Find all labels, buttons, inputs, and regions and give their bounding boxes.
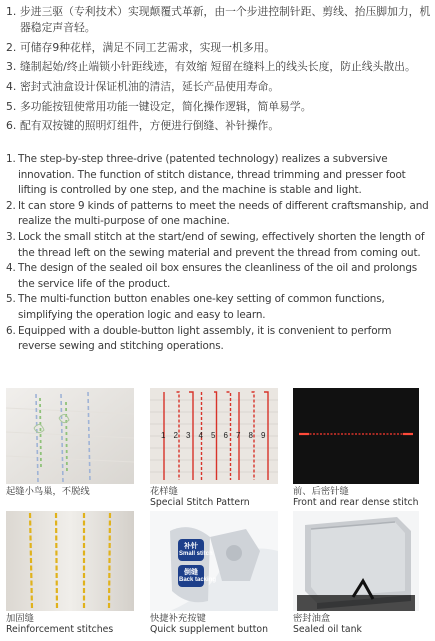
feature-en-item-2 [6, 199, 431, 230]
pattern-number: 5 [211, 431, 216, 440]
item-text: 可储存9种花样，满足不同工艺需求，实现一机多用。 [20, 40, 276, 54]
caption-bird-nest [6, 486, 90, 497]
caption-quick-button [150, 613, 268, 635]
pattern-number: 9 [261, 431, 266, 440]
label-small-stitch-en: Small stitch [179, 551, 213, 557]
label-back-tacking-en: Back tacking [179, 577, 217, 583]
tile-stitch-pattern [150, 388, 278, 508]
pattern-number: 6 [223, 431, 228, 440]
item-text: The step-by-step three-drive (patented technology) realizes a subversive innovation. The function of stitch distance, thread trimming and presser foot lifting is controlled by one step, and the machine is stable and light. [18, 153, 406, 197]
item-text: 配有双按键的照明灯组件，方便进行倒缝、补针操作。 [20, 119, 280, 133]
pattern-number: 8 [248, 431, 253, 440]
item-number: 6. [6, 324, 16, 337]
item-number: 4. [6, 79, 17, 93]
tile-quick-button [150, 511, 280, 639]
tile-dense-stitch [293, 388, 431, 508]
feature-en-item-3 [6, 230, 431, 261]
photo-quick-button [150, 511, 278, 611]
item-number: 2. [6, 199, 16, 212]
item-number: 3. [6, 60, 17, 74]
pattern-number: 4 [198, 431, 203, 440]
caption-en: Quick supplement button [150, 624, 269, 635]
feature-cn-item-6 [6, 118, 431, 134]
caption-reinforcement [6, 613, 113, 635]
item-number: 1. [6, 153, 16, 165]
label-small-stitch-cn: 补针 [184, 543, 198, 550]
item-text: The multi-function button enables one-key setting of common functions, simplifying the operation logic and easy to learn. [18, 293, 385, 321]
feature-en-item-4 [6, 261, 431, 292]
pattern-number: 3 [186, 431, 191, 440]
item-text: 缝制起始/终止端锁小针距线迹，有效缩 短留在缝料上的线头长度，防止线头散出。 [20, 60, 416, 74]
feature-en-item-5 [6, 292, 431, 323]
feature-list-english [6, 152, 431, 355]
label-back-tacking-cn: 倒缝 [184, 569, 198, 576]
item-text: The design of the sealed oil box ensures the cleanliness of the oil and prolongs the service life of the product. [18, 262, 418, 290]
item-number: 1. [6, 5, 17, 18]
caption-cn: 花样缝 [150, 486, 178, 497]
item-text: 步进三驱（专利技术）实现颠覆式革新，由一个步进控制针距、剪线、抬压脚加力，机器稳定声音轻。 [20, 5, 431, 35]
feature-list-chinese [6, 4, 431, 138]
item-text: Lock the small stitch at the start/end of sewing, effectively shorten the length of the thread left on the sewing material and prevent the thread from coming out. [18, 230, 425, 259]
caption-en: Sealed oil tank [293, 624, 362, 635]
photo-bird-nest-stitch [6, 388, 134, 484]
feature-cn-item-5 [6, 99, 431, 115]
caption-cn: 起缝小鸟巢，不脱线 [6, 486, 90, 497]
item-number: 5. [6, 99, 17, 113]
feature-cn-item-1 [6, 4, 431, 36]
item-number: 3. [6, 230, 16, 243]
pattern-number: 7 [236, 431, 241, 440]
feature-en-item-6 [6, 324, 431, 355]
item-text: Equipped with a double-button light assembly, it is convenient to perform reverse sewing and stitching operations. [18, 324, 392, 353]
caption-cn: 密封油盒 [293, 613, 331, 624]
tile-bird-nest [6, 388, 134, 498]
caption-cn: 前、后密针缝 [293, 486, 349, 497]
item-text: 密封式油盒设计保证机油的清洁，延长产品使用寿命。 [20, 79, 280, 93]
pattern-number: 1 [161, 431, 166, 440]
caption-dense-stitch [293, 486, 418, 508]
feature-cn-item-3 [6, 59, 431, 75]
feature-cn-item-4 [6, 79, 431, 95]
item-number: 6. [6, 119, 17, 133]
item-number: 4. [6, 262, 16, 275]
pattern-number: 2 [173, 431, 178, 440]
photo-dense-stitch [293, 388, 419, 484]
caption-cn: 加固缝 [6, 613, 34, 624]
caption-cn: 快捷补充按键 [150, 613, 206, 624]
photo-stitch-pattern [150, 388, 278, 484]
item-number: 2. [6, 40, 17, 54]
item-number: 5. [6, 293, 16, 306]
tile-oil-tank [293, 511, 431, 639]
feature-en-item-1 [6, 152, 431, 199]
item-text: 多功能按钮使常用功能一键设定，简化操作逻辑，简单易学。 [20, 99, 312, 113]
caption-en: Front and rear dense stitch [293, 497, 419, 508]
feature-cn-item-2 [6, 40, 431, 56]
caption-stitch-pattern [150, 486, 250, 508]
caption-en: Reinforcement stitches [6, 624, 114, 635]
tile-reinforcement [6, 511, 134, 639]
caption-oil-tank [293, 613, 362, 635]
photo-sealed-oil-tank [293, 511, 419, 611]
photo-reinforcement-stitch [6, 511, 134, 611]
item-text: It can store 9 kinds of patterns to meet the needs of different craftsmanship, and realize the multi-purpose of one machine. [18, 199, 429, 228]
caption-en: Special Stitch Pattern [150, 497, 250, 508]
